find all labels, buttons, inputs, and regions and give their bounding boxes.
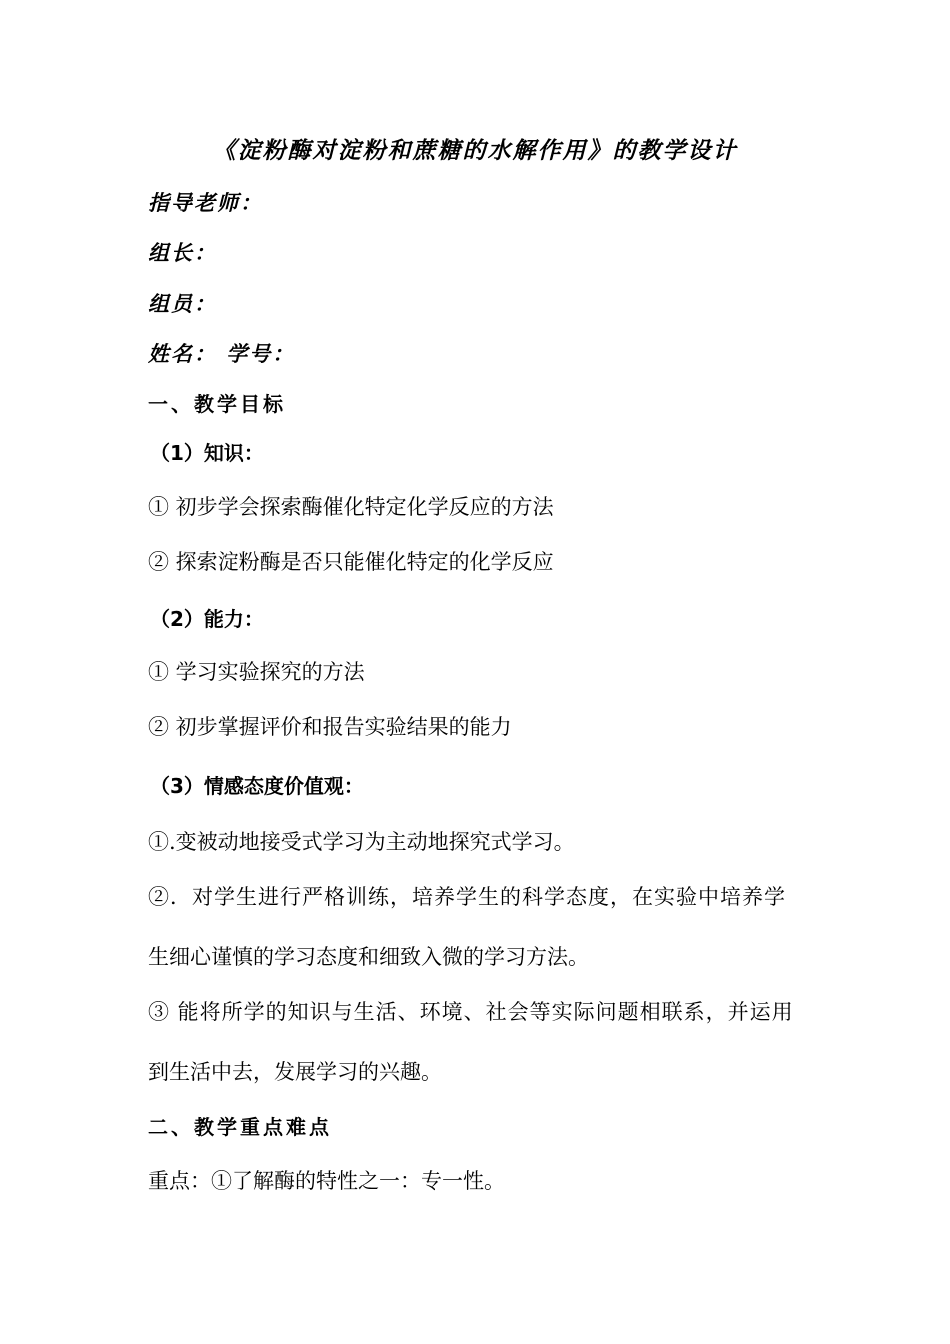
document-title: 《淀粉酶对淀粉和蔗糖的水解作用》的教学设计 (212, 137, 738, 164)
emotion-item-3-line-1: ③ 能将所学的知识与生活、环境、社会等实际问题相联系，并运用 (148, 1000, 794, 1024)
ability-item-1: ① 学习实验探究的方法 (148, 660, 365, 684)
emotion-item-3-line-2: 到生活中去，发展学习的兴趣。 (148, 1060, 442, 1084)
key-point-line: 重点：①了解酶的特性之一：专一性。 (148, 1169, 505, 1193)
emotion-item-2-line-2: 生细心谨慎的学习态度和细致入微的学习方法。 (148, 945, 589, 969)
members-field: 组员： (148, 291, 217, 316)
subsection-knowledge: （1）知识： (150, 441, 264, 465)
subsection-emotion: （3）情感态度价值观： (150, 774, 364, 798)
knowledge-item-2: ② 探索淀粉酶是否只能催化特定的化学反应 (148, 550, 554, 574)
section-heading-goals: 一、教学目标 (148, 392, 286, 416)
advisor-field: 指导老师： (148, 190, 263, 215)
ability-item-2: ② 初步掌握评价和报告实验结果的能力 (148, 715, 512, 739)
subsection-ability: （2）能力： (150, 607, 264, 631)
leader-field: 组长： (148, 240, 217, 265)
emotion-item-2-line-1: ②．对学生进行严格训练，培养学生的科学态度，在实验中培养学 (148, 885, 786, 909)
emotion-item-1: ①.变被动地接受式学习为主动地探究式学习。 (148, 830, 575, 854)
section-heading-key-points: 二、教学重点难点 (148, 1115, 332, 1139)
knowledge-item-1: ① 初步学会探索酶催化特定化学反应的方法 (148, 495, 554, 519)
name-id-field: 姓名： 学号： (148, 341, 296, 366)
